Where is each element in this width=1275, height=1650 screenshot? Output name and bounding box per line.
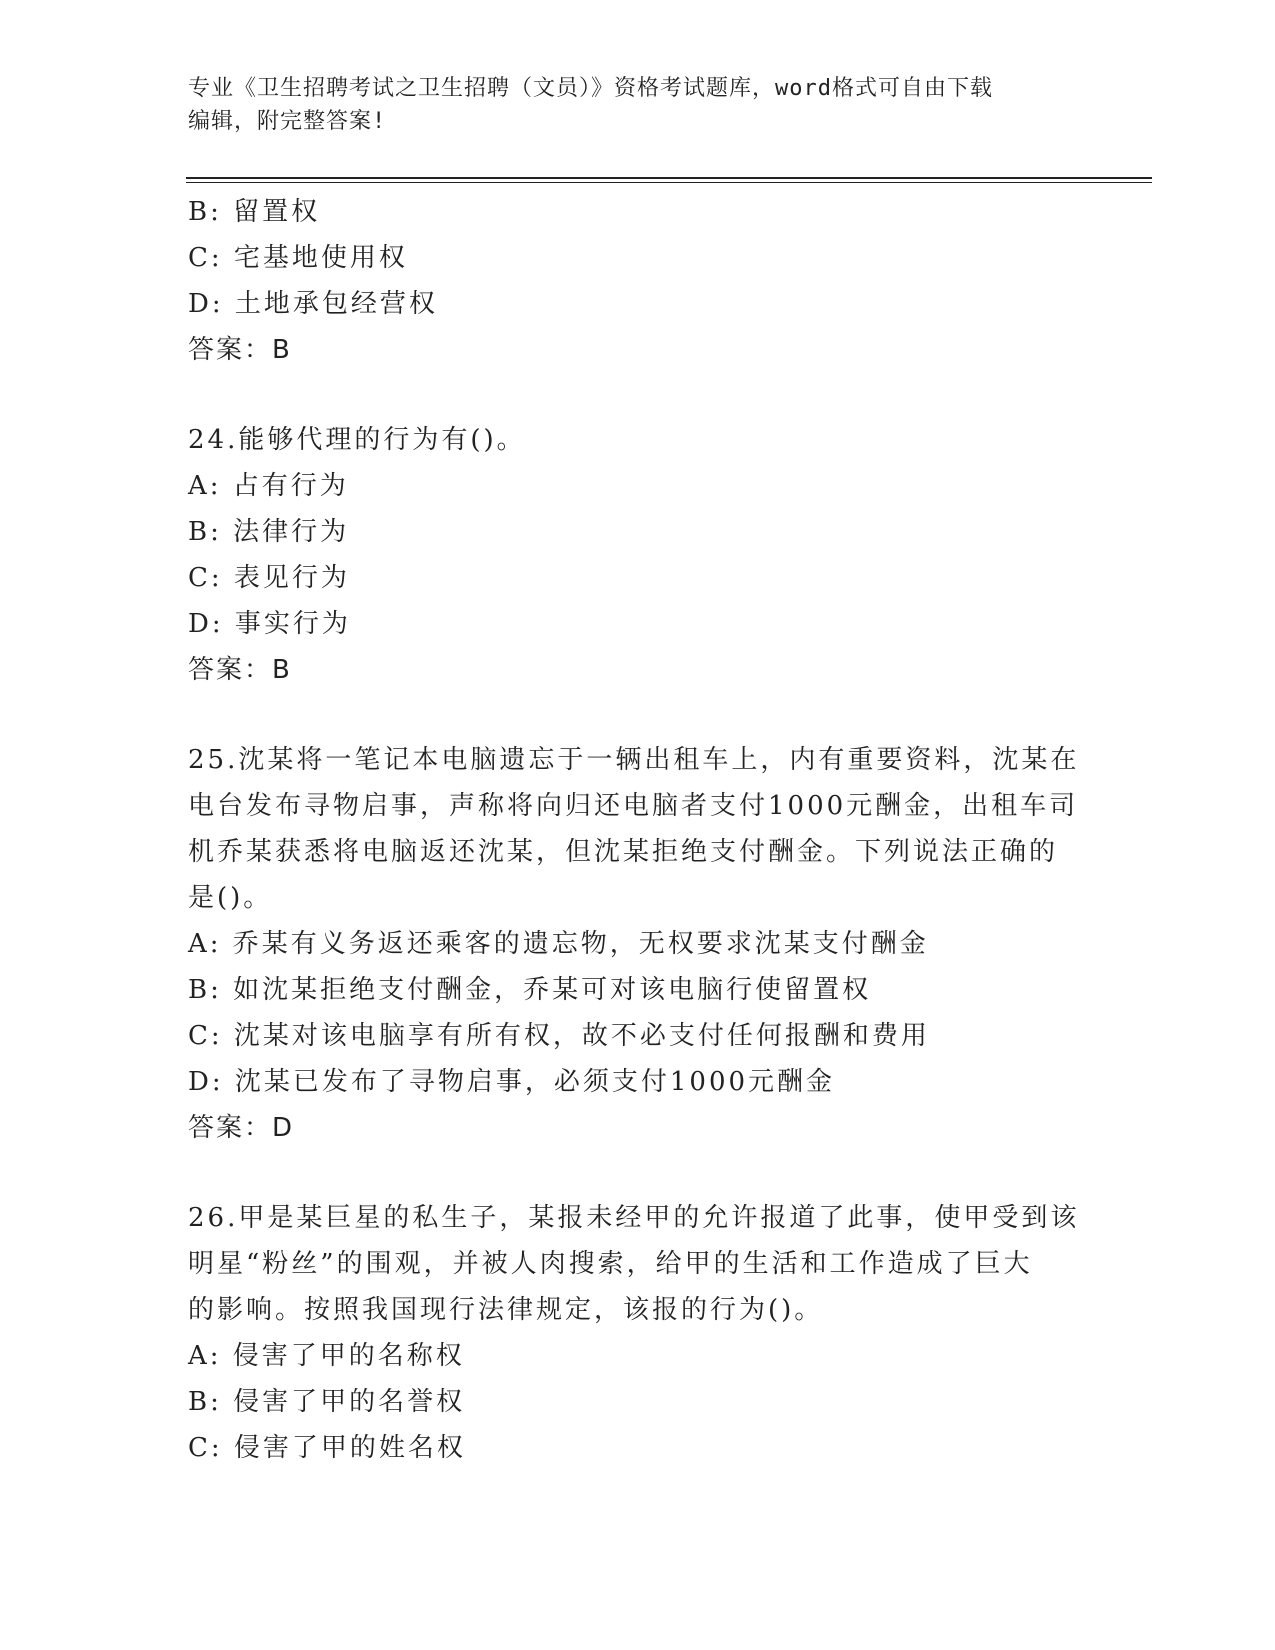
question-stem-line: 26.甲是某巨星的私生子，某报未经甲的允许报道了此事，使甲受到该: [188, 1203, 1080, 1233]
option-d: D: 土地承包经营权: [188, 289, 438, 319]
document-body: [188, 189, 1088, 1471]
option-b: B: 如沈某拒绝支付酬金，乔某可对该电脑行使留置权: [188, 975, 872, 1005]
question-stem-line: 是()。: [188, 883, 273, 913]
header-line-1: 专业《卫生招聘考试之卫生招聘（文员）》资格考试题库，word格式可自由下载: [188, 76, 993, 101]
answer: 答案：B: [188, 335, 292, 365]
question-block-24: [188, 417, 1088, 693]
question-stem: 24.能够代理的行为有()。: [188, 425, 526, 455]
question-stem-line: 明星“粉丝”的围观，并被人肉搜索，给甲的生活和工作造成了巨大: [188, 1249, 1033, 1279]
option-c: C: 侵害了甲的姓名权: [188, 1433, 466, 1463]
document-header: [188, 72, 1068, 138]
header-line-2: 编辑，附完整答案!: [188, 109, 387, 134]
option-a: A: 占有行为: [188, 471, 349, 501]
question-stem-line: 电台发布寻物启事，声称将向归还电脑者支付1000元酬金，出租车司: [188, 791, 1079, 821]
option-b: B: 侵害了甲的名誉权: [188, 1387, 466, 1417]
question-block-25: [188, 737, 1088, 1151]
question-stem-line: 的影响。按照我国现行法律规定，该报的行为()。: [188, 1295, 824, 1325]
option-c: C: 表见行为: [188, 563, 350, 593]
option-a: A: 乔某有义务返还乘客的遗忘物，无权要求沈某支付酬金: [188, 929, 929, 959]
question-stem-line: 机乔某获悉将电脑返还沈某，但沈某拒绝支付酬金。下列说法正确的: [188, 837, 1059, 867]
option-b: B: 法律行为: [188, 517, 350, 547]
header-divider: [186, 177, 1152, 179]
option-c: C: 宅基地使用权: [188, 243, 408, 273]
option-c: C: 沈某对该电脑享有所有权，故不必支付任何报酬和费用: [188, 1021, 930, 1051]
answer: 答案：B: [188, 655, 292, 685]
option-a: A: 侵害了甲的名称权: [188, 1341, 465, 1371]
question-block-prev: [188, 189, 1088, 373]
option-d: D: 沈某已发布了寻物启事，必须支付1000元酬金: [188, 1067, 836, 1097]
option-d: D: 事实行为: [188, 609, 351, 639]
question-block-26: [188, 1195, 1088, 1471]
header-divider-thin: [186, 182, 1152, 183]
question-stem-line: 25.沈某将一笔记本电脑遗忘于一辆出租车上，内有重要资料，沈某在: [188, 745, 1080, 775]
option-b: B: 留置权: [188, 197, 321, 227]
answer: 答案：D: [188, 1113, 295, 1143]
